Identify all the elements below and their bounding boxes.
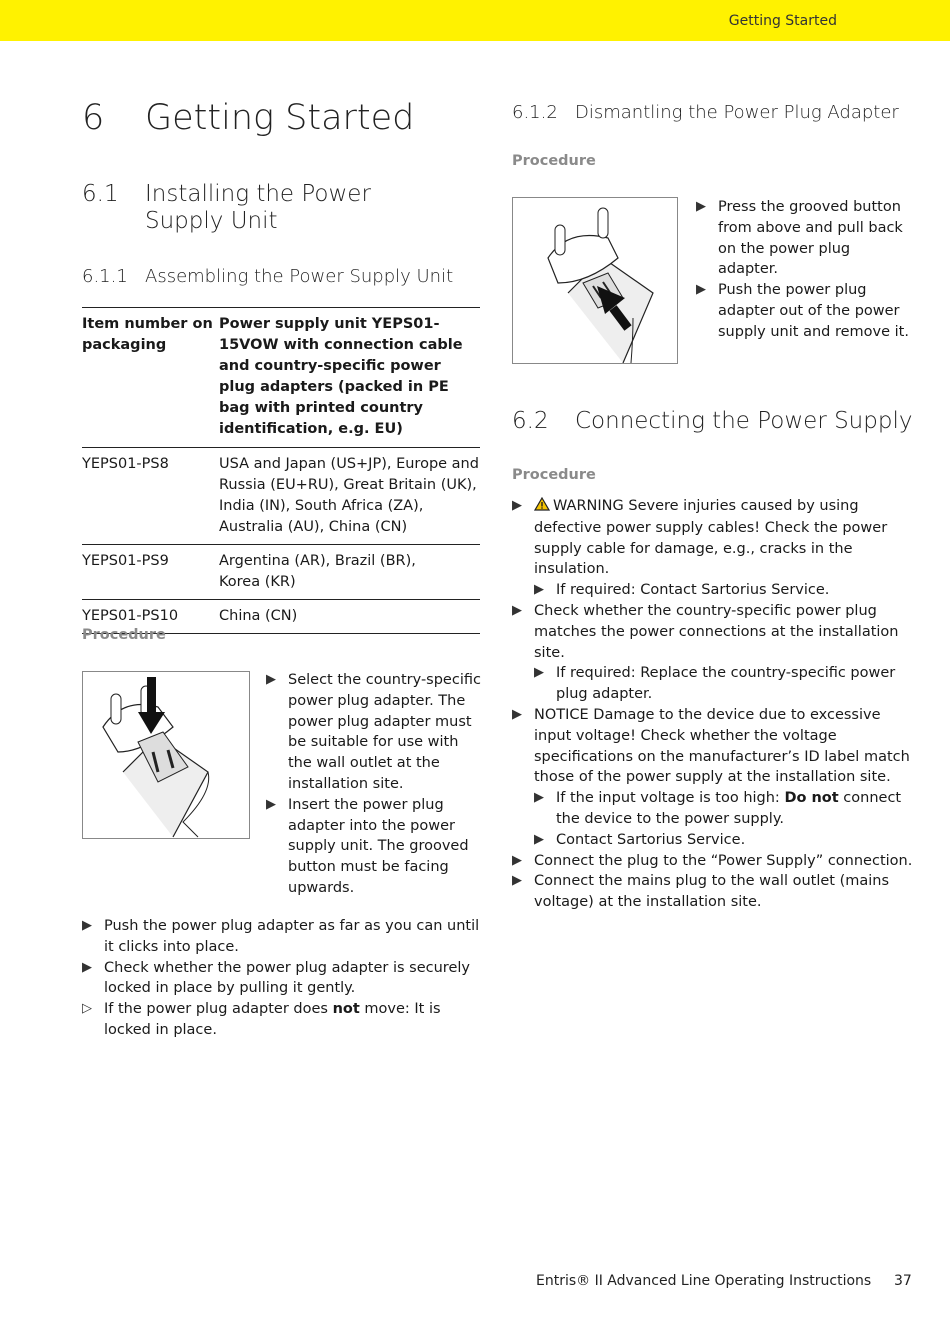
table-cell-description: USA and Japan (US+JP), Europe and Russia (EU+RU), Great Britain (UK), India (IN), South Africa (ZA), Australia (AU), China (CN): [219, 448, 480, 545]
section-title: Dismantling the Power Plug Adapter: [575, 102, 899, 123]
step-arrow-icon: ▶: [512, 873, 522, 889]
warning-label: WARNING: [553, 498, 624, 514]
header-bar: [0, 0, 950, 41]
result-arrow-icon: ▷: [82, 1001, 92, 1017]
section-title: Installing the Power Supply Unit: [145, 181, 371, 234]
table-cell-item: YEPS01-PS10: [82, 600, 219, 634]
power-plug-assembly-icon: [83, 672, 249, 838]
footer-doc-title: Entris® II Advanced Line Operating Instructions: [536, 1273, 872, 1289]
assembly-illustration: [82, 671, 250, 839]
step-arrow-icon: ▶: [534, 790, 544, 806]
table-row: [82, 545, 480, 600]
table-cell-description: China (CN): [219, 600, 480, 634]
notice-item: ▶ NOTICE Damage to the device due to excessive input voltage! Check whether the voltage specifications on the manufacturer’s ID label match those of the power supply at the installation site.: [512, 706, 910, 786]
list-item: ▶ If the input voltage is too high: Do not connect the device to the power supply.: [534, 790, 902, 827]
item-table: [82, 307, 480, 634]
table-row: [82, 448, 480, 545]
step-arrow-icon: ▶: [512, 706, 522, 722]
step-arrow-icon: ▶: [696, 199, 706, 214]
chapter-title: Getting Started: [145, 98, 415, 138]
section-number: 6.2: [512, 408, 549, 434]
list-item: ▶ Push the power plug adapter as far as you can until it clicks into place.: [82, 918, 480, 955]
table-header-cell: Item number on packaging: [82, 308, 219, 448]
step-arrow-icon: ▶: [534, 831, 544, 847]
section-number: 6.1: [82, 181, 119, 207]
list-item: ▶ Check whether the power plug adapter is securely locked in place by pulling it gently.: [82, 959, 470, 997]
step-arrow-icon: ▶: [534, 665, 544, 681]
list-item: ▶ Connect the mains plug to the wall outlet (mains voltage) at the installation site.: [512, 873, 890, 911]
table-cell-description: Argentina (AR), Brazil (BR), Korea (KR): [219, 545, 480, 600]
procedure-label: Procedure: [512, 467, 596, 483]
assembly-steps: [82, 916, 482, 1041]
list-item: ▶ Connect the plug to the “Power Supply” connection.: [512, 851, 914, 872]
section-title: Connecting the Power Supply: [575, 408, 913, 434]
power-plug-dismantle-icon: [513, 198, 677, 363]
step-arrow-icon: ▶: [266, 796, 276, 812]
step-arrow-icon: ▶: [534, 582, 544, 598]
dismantling-illustration: [512, 197, 678, 364]
result-item: ▷ If the power plug adapter does not move: It is locked in place.: [82, 1001, 441, 1038]
running-title: Getting Started: [728, 13, 837, 29]
step-arrow-icon: ▶: [82, 959, 92, 975]
step-arrow-icon: ▶: [512, 498, 522, 513]
procedure-label: Procedure: [512, 153, 596, 169]
section-title: Assembling the Power Supply Unit: [145, 266, 454, 287]
table-cell-item: YEPS01-PS9: [82, 545, 219, 600]
procedure-label: Procedure: [82, 627, 166, 643]
step-arrow-icon: ▶: [512, 602, 522, 618]
dismantle-steps: [696, 197, 912, 343]
step-arrow-icon: ▶: [696, 282, 706, 298]
list-item: ▶ Insert the power plug adapter into the power supply unit. The grooved button must be facing upwards.: [266, 796, 469, 896]
section-number: 6.1.1: [82, 266, 128, 287]
assembly-side-steps: [266, 670, 482, 899]
table-cell-item: YEPS01-PS8: [82, 448, 219, 545]
connect-steps: [512, 496, 914, 913]
list-item: ▶ If required: Contact Sartorius Service.: [512, 580, 914, 601]
footer-page-number: 37: [894, 1273, 912, 1289]
list-item: ▶ If required: Replace the country-specific power plug adapter.: [534, 665, 896, 703]
list-item: ▶ Select the country-specific power plug adapter. The power plug adapter must be suitable for use with the wall outlet at the installation site.: [266, 672, 481, 792]
table-header-cell: Power supply unit YEPS01-15VOW with connection cable and country-specific power plug adapters (packed in PE bag with printed country identification, e.g. EU): [219, 308, 480, 448]
step-arrow-icon: ▶: [512, 852, 522, 868]
list-item: ▶ Push the power plug adapter out of the power supply unit and remove it.: [696, 282, 909, 340]
list-item: ▶ Press the grooved button from above and pull back on the power plug adapter.: [696, 199, 903, 278]
step-arrow-icon: ▶: [82, 918, 92, 933]
warning-triangle-icon: [534, 497, 550, 518]
list-item: ▶ Check whether the country-specific power plug matches the power connections at the installation site.: [512, 602, 899, 661]
section-number: 6.1.2: [512, 102, 558, 123]
table-header-row: [82, 308, 480, 448]
notice-label: NOTICE: [534, 706, 589, 723]
list-item: ▶ Contact Sartorius Service.: [512, 830, 914, 851]
chapter-number: 6: [82, 98, 105, 138]
step-arrow-icon: ▶: [266, 672, 276, 687]
warning-item: ▶ WARNING Severe injuries caused by using defective power supply cables! Check the power supply cable for damage, e.g., cracks in the insulation.: [512, 498, 888, 578]
